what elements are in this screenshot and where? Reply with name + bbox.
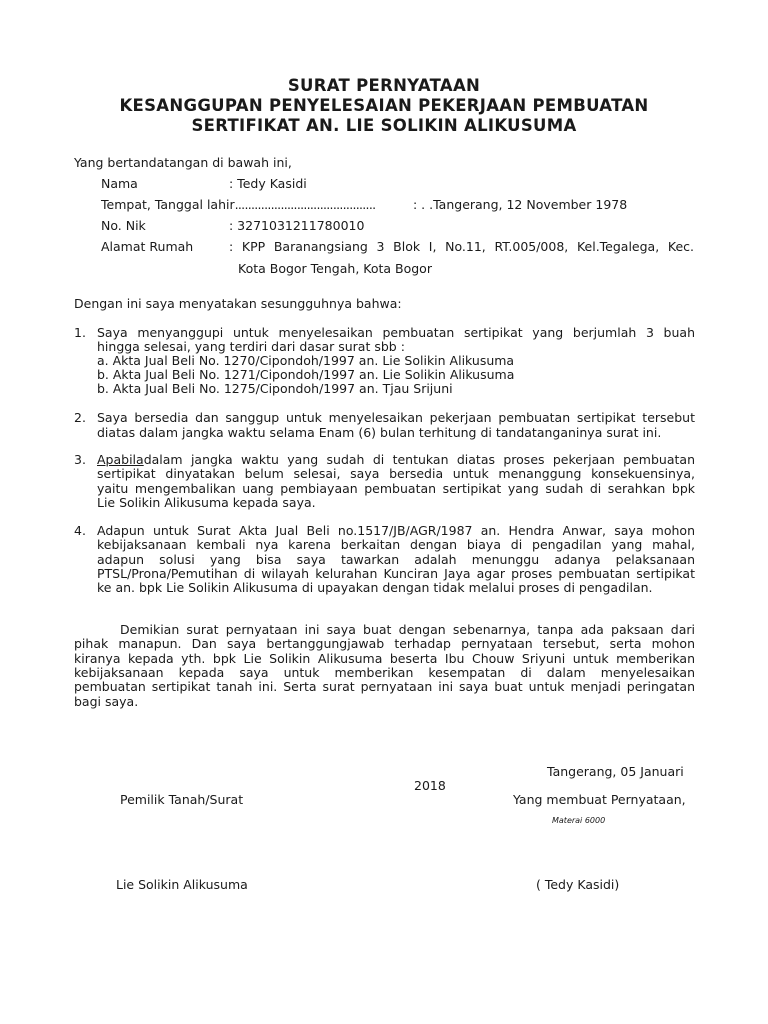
item-4-line-5: ke an. bpk Lie Solikin Alikusuma di upayakan dengan tidak melalui proses di pengadilan.	[97, 580, 653, 595]
materai-label: Materai 6000	[552, 816, 606, 825]
item-3-line-1-rest: dalam jangka waktu yang sudah di tentukan diatas proses pekerjaan pembuatan	[143, 452, 695, 467]
item-3-line-2: sertipikat dinyatakan belum selesai, saya bersedia untuk menanggung konsekuensinya,	[97, 466, 695, 481]
closing-line-4: kebijaksanaan kepada saya untuk memberikan kesempatan di dalam menyelesaikan	[74, 665, 695, 680]
closing-line-5: pembuatan sertipikat tanah ini. Serta surat pernyataan ini saya buat untuk menjadi peringatan	[74, 679, 695, 694]
closing-line-2: pihak manapun. Dan saya bertanggungjawab terhadap pernyataan tersebut, serta mohon	[74, 636, 695, 651]
field-alamat-value-1: : KPP Baranangsiang 3 Blok I, No.11, RT.005/008, Kel.Tegalega, Kec.	[229, 239, 694, 254]
statement-intro: Dengan ini saya menyatakan sesungguhnya bahwa:	[74, 296, 402, 311]
item-3-line-1	[97, 452, 695, 467]
field-nama-label: Nama	[101, 176, 138, 191]
signature-left-role: Pemilik Tanah/Surat	[120, 792, 244, 807]
signature-right-name: ( Tedy Kasidi)	[536, 877, 620, 892]
item-4-number: 4.	[74, 523, 86, 538]
item-3-number: 3.	[74, 452, 86, 467]
item-4-line-4: PTSL/Prona/Pemutihan di wilayah kelurahan Kunciran Jaya agar proses pembuatan sertipikat	[97, 566, 695, 581]
signature-left-name: Lie Solikin Alikusuma	[116, 877, 248, 892]
field-alamat-value-2: Kota Bogor Tengah, Kota Bogor	[238, 261, 432, 276]
closing-line-3: kiranya kepada yth. bpk Lie Solikin Alikusuma beserta Ibu Chouw Sriyuni untuk memberikan	[74, 651, 695, 666]
field-nik-value: : 3271031211780010	[229, 218, 365, 233]
field-ttl-dots: ...........................................	[234, 197, 376, 212]
closing-line-6: bagi saya.	[74, 694, 139, 709]
item-1-sub-c: b. Akta Jual Beli No. 1275/Cipondoh/1997 an. Tjau Srijuni	[97, 381, 453, 396]
item-1-sub-b: b. Akta Jual Beli No. 1271/Cipondoh/1997 an. Lie Solikin Alikusuma	[97, 367, 515, 382]
item-3-line-4: Lie Solikin Alikusuma kepada saya.	[97, 495, 316, 510]
item-4-line-3: adapun solusi yang bisa saya tawarkan adalah menunggu adanya pelaksanaan	[97, 552, 695, 567]
item-1-number: 1.	[74, 325, 86, 340]
field-ttl-value: : . .Tangerang, 12 November 1978	[413, 197, 628, 212]
signature-year: 2018	[414, 778, 446, 793]
item-3-line-3: yaitu mengembalikan uang pembiayaan pembuatan sertipikat yang sudah di serahkan bpk	[97, 481, 695, 496]
item-1-sub-a: a. Akta Jual Beli No. 1270/Cipondoh/1997 an. Lie Solikin Alikusuma	[97, 353, 515, 368]
field-nama-value: : Tedy Kasidi	[229, 176, 307, 191]
item-4-line-1: Adapun untuk Surat Akta Jual Beli no.1517/JB/AGR/1987 an. Hendra Anwar, saya mohon	[97, 523, 695, 538]
signature-right-role: Yang membuat Pernyataan,	[513, 792, 686, 807]
item-2-line-2: diatas dalam jangka waktu selama Enam (6) bulan terhitung di tandatanganinya surat ini.	[97, 425, 662, 440]
item-2-line-1: Saya bersedia dan sanggup untuk menyelesaikan pekerjaan pembuatan sertipikat tersebut	[97, 410, 695, 425]
item-4-line-2: kebijaksanaan kembali nya karena berkaitan dengan biaya di pengadilan yang mahal,	[97, 537, 695, 552]
document-title-line-1: SURAT PERNYATAAN	[287, 76, 481, 95]
intro-text: Yang bertandatangan di bawah ini,	[74, 155, 292, 170]
item-1-line-1: Saya menyanggupi untuk menyelesaikan pembuatan sertipikat yang berjumlah 3 buah	[97, 325, 695, 340]
item-1-line-2: hingga selesai, yang terdiri dari dasar surat sbb :	[97, 339, 405, 354]
field-ttl-label-text: Tempat, Tanggal lahir	[101, 197, 235, 212]
field-nik-label: No. Nik	[101, 218, 146, 233]
closing-line-1: Demikian surat pernyataan ini saya buat dengan sebenarnya, tanpa ada paksaan dari	[120, 622, 695, 637]
document-title-line-3: SERTIFIKAT AN. LIE SOLIKIN ALIKUSUMA	[191, 116, 577, 135]
item-2-number: 2.	[74, 410, 86, 425]
item-3-first-word: Apabila	[97, 452, 144, 467]
field-alamat-label: Alamat Rumah	[101, 239, 194, 254]
document-title-line-2: KESANGGUPAN PENYELESAIAN PEKERJAAN PEMBUATAN	[119, 96, 649, 115]
field-ttl-label	[101, 197, 375, 212]
signature-place-date: Tangerang, 05 Januari	[547, 764, 684, 779]
